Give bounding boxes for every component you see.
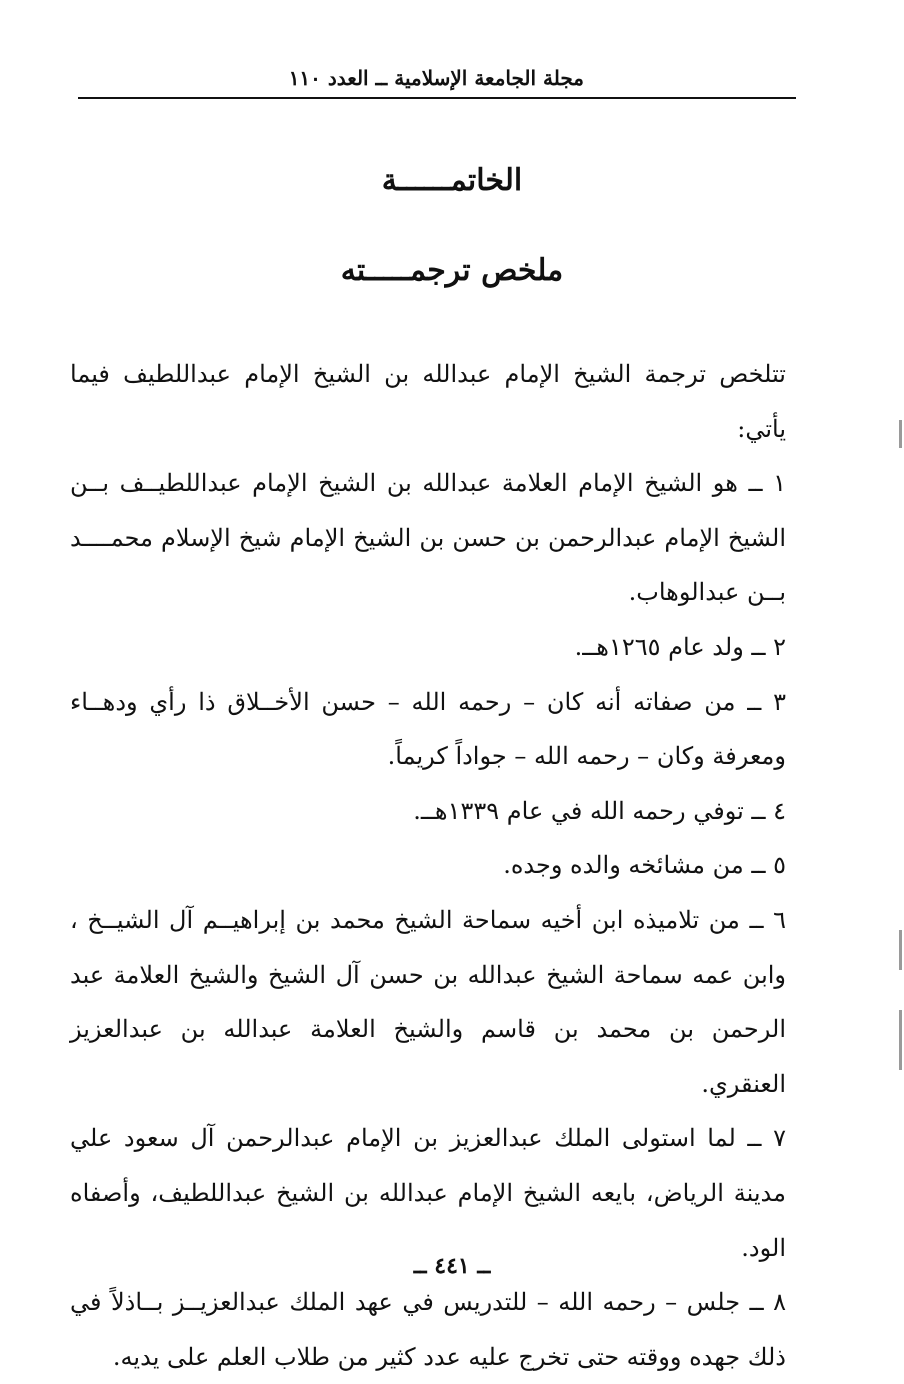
body-text [70,347,786,1384]
list-item-5: ٥ ــ من مشائخه والده وجده. [503,851,786,880]
section-subtitle: ملخص ترجمـــــته [340,253,564,288]
list-item-3: ٣ ــ من صفاته أنه كان – رحمه الله – حسن الأخــلاق ذا رأي ودهــاء ومعرفة وكان – رحمه الله – جواداً كريماً. [70,687,786,771]
scan-edge-mark [899,1010,902,1070]
page-number: ــ ٤٤١ ــ [413,1253,491,1279]
list-item-7: ٧ ــ لما استولى الملك عبدالعزيز بن الإمام عبدالرحمن آل سعود علي مدينة الرياض، بايعه الشيخ الإمام عبدالله بن الشيخ عبداللطيف، وأصفاه الود. [70,1124,786,1262]
list-item-6: ٦ ــ من تلاميذه ابن أخيه سماحة الشيخ محمد بن إبراهيــم آل الشيــخ ، وابن عمه سماحة الشيخ عبدالله بن حسن آل الشيخ والشيخ العلامة عبد الرحمن بن محمد بن قاسم والشيخ العلامة عبدالله بن عبدالعزيز العنقري. [70,905,787,1098]
header-rule [78,97,796,99]
running-header: مجلة الجامعة الإسلامية ــ العدد ١١٠ [288,66,584,90]
list-item-1: ١ ــ هو الشيخ الإمام العلامة عبدالله بن الشيخ الإمام عبداللطيــف بــن الشيخ الإمام عبدالرحمن بن حسن بن الشيخ الإمام شيخ الإسلام محمــــد بــن عبدالوهاب. [70,469,786,607]
list-item-4: ٤ ــ توفي رحمه الله في عام ١٣٣٩هــ. [413,796,786,825]
intro-paragraph: تتلخص ترجمة الشيخ الإمام عبدالله بن الشيخ الإمام عبداللطيف فيما يأتي: [70,360,786,443]
list-item-8: ٨ ــ جلس – رحمه الله – للتدريس في عهد الملك عبدالعزيــز بــاذلاً في ذلك جهده ووقته حتى تخرج عليه عدد كثير من طلاب العلم على يديه. [70,1288,786,1371]
scan-edge-mark [899,420,902,448]
list-item-2: ٢ ــ ولد عام ١٢٦٥هــ. [574,632,786,661]
section-title: الخاتمــــــة [381,163,523,198]
scan-edge-mark [899,930,902,970]
